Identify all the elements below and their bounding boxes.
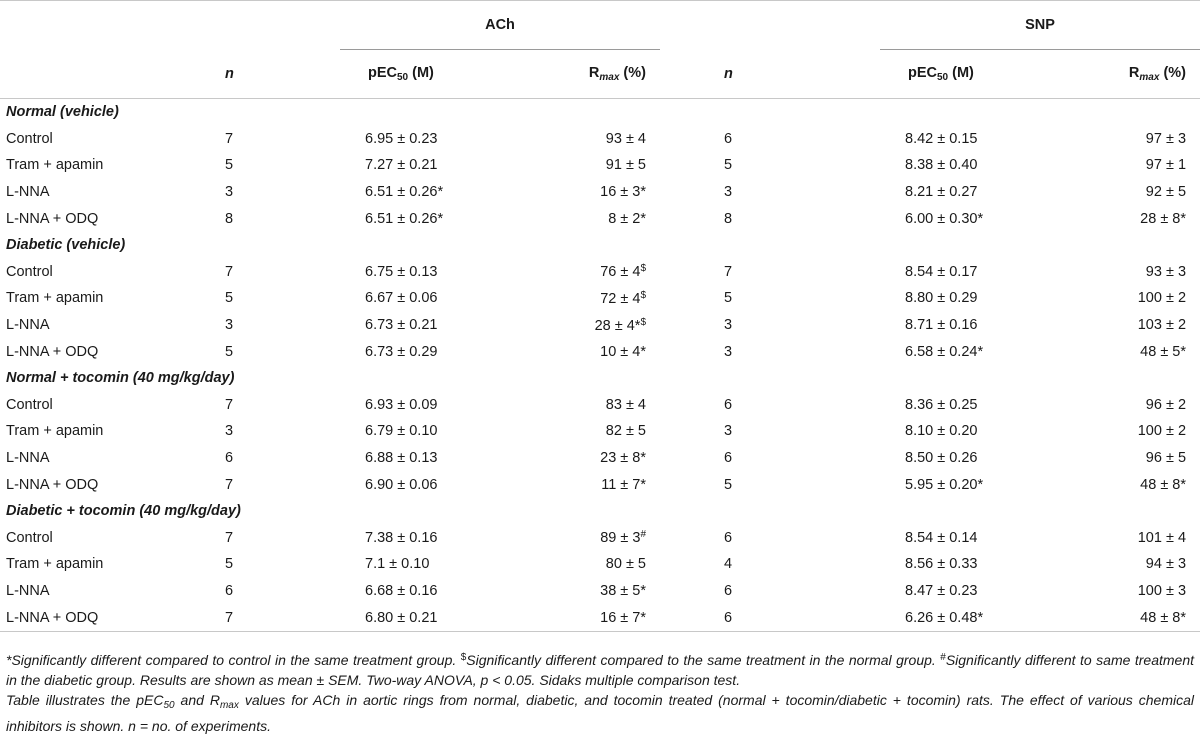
ach-rmax: 72 ± 4$ <box>600 289 646 307</box>
ach-rmax: 83 ± 4 <box>605 396 646 413</box>
ach-rmax: 10 ± 4* <box>600 343 646 360</box>
snp-n: 6 <box>724 396 733 413</box>
snp-rmax: 48 ± 8* <box>1140 476 1187 493</box>
ach-pec50: 6.79 ± 0.10 <box>365 423 438 440</box>
row-label: L-NNA + ODQ <box>6 210 99 227</box>
snp-n: 6 <box>724 582 733 599</box>
snp-n: 3 <box>724 423 733 440</box>
snp-n: 5 <box>724 290 733 307</box>
ach-rmax: 80 ± 5 <box>605 556 646 573</box>
ach-n: 7 <box>225 476 234 493</box>
table-row <box>0 312 1200 339</box>
row-label: L-NNA + ODQ <box>6 343 99 360</box>
ach-n: 3 <box>225 317 234 334</box>
snp-n: 6 <box>660 604 880 632</box>
snp-pec50: 8.56 ± 0.33 <box>905 556 978 573</box>
ach-n: 5 <box>225 290 234 307</box>
ach-n: 5 <box>225 343 234 360</box>
ach-n: 7 <box>225 263 234 280</box>
footnote-marker: # <box>640 529 646 541</box>
snp-pec50: 8.21 ± 0.27 <box>905 184 978 201</box>
group-header-snp: SNP <box>880 1 1200 50</box>
ach-rmax: 89 ± 3# <box>600 529 646 547</box>
table-row <box>0 471 1200 498</box>
column-header-rmax-snp: $R_{max}$ (%) <box>1080 50 1200 99</box>
footnote-marker: $ <box>640 316 646 328</box>
snp-n: 7 <box>724 263 733 280</box>
snp-rmax: 93 ± 3 <box>1145 263 1187 280</box>
table-row <box>0 205 1200 232</box>
snp-rmax: 96 ± 2 <box>1145 396 1187 413</box>
snp-rmax: 48 ± 8* <box>1080 604 1200 632</box>
table-row <box>0 259 1200 286</box>
ach-rmax: 82 ± 5 <box>605 423 646 440</box>
snp-rmax: 92 ± 5 <box>1145 184 1187 201</box>
ach-pec50: 6.88 ± 0.13 <box>365 450 438 467</box>
snp-pec50: 8.80 ± 0.29 <box>905 290 978 307</box>
table-row <box>0 338 1200 365</box>
snp-pec50: 6.26 ± 0.48* <box>880 604 1080 632</box>
row-label: Tram + apamin <box>6 423 104 440</box>
row-label: Control <box>6 263 53 280</box>
ach-n: 8 <box>225 210 234 227</box>
row-label: Control <box>6 396 53 413</box>
footnote-marker: $ <box>640 289 646 301</box>
table-row <box>0 179 1200 206</box>
ach-pec50: 7.1 ± 0.10 <box>365 556 430 573</box>
snp-rmax: 94 ± 3 <box>1145 556 1187 573</box>
snp-rmax: 97 ± 3 <box>1145 130 1187 147</box>
snp-pec50: 8.54 ± 0.14 <box>905 529 978 546</box>
table-row <box>0 152 1200 179</box>
ach-pec50: 6.90 ± 0.06 <box>365 476 438 493</box>
row-label: L-NNA + ODQ <box>0 604 180 632</box>
snp-pec50: 8.36 ± 0.25 <box>905 396 978 413</box>
table-row <box>0 285 1200 312</box>
ach-pec50: 6.73 ± 0.21 <box>365 317 438 334</box>
snp-rmax: 103 ± 2 <box>1137 317 1187 334</box>
ach-pec50: 7.38 ± 0.16 <box>365 529 438 546</box>
table-footnotes <box>6 648 1194 736</box>
footnote-marker: $ <box>640 263 646 275</box>
row-label: Control <box>6 529 53 546</box>
table-row <box>0 445 1200 472</box>
snp-n: 6 <box>724 130 733 147</box>
footnote-description: Table illustrates the pEC$_{50}$ and $R_{max}$ values for ACh in aortic rings from normal, diabetic, and tocomin treated (normal + tocomin/diabetic + tocomin) rats. The effect of various chemical inhibitors is shown. n = no. of experiments. <box>6 692 1195 734</box>
ach-pec50: 6.95 ± 0.23 <box>365 130 438 147</box>
snp-n: 5 <box>724 157 733 174</box>
ach-rmax: 23 ± 8* <box>600 450 646 467</box>
snp-n: 3 <box>724 317 733 334</box>
ach-pec50: 6.75 ± 0.13 <box>365 263 438 280</box>
snp-pec50: 8.54 ± 0.17 <box>905 263 978 280</box>
table-row <box>0 551 1200 578</box>
ach-rmax: 28 ± 4*$ <box>594 316 646 334</box>
snp-n: 6 <box>724 450 733 467</box>
ach-rmax: 76 ± 4$ <box>600 263 646 281</box>
snp-pec50: 6.58 ± 0.24* <box>905 343 984 360</box>
ach-pec50: 7.27 ± 0.21 <box>365 157 438 174</box>
ach-pec50: 6.93 ± 0.09 <box>365 396 438 413</box>
column-header-rmax-ach: $R_{max}$ (%) <box>540 50 660 99</box>
ach-pec50: 6.67 ± 0.06 <box>365 290 438 307</box>
section-header-row <box>0 498 1200 525</box>
section-header-row <box>0 365 1200 392</box>
ach-pec50: 6.80 ± 0.21 <box>340 604 540 632</box>
snp-n: 3 <box>724 184 733 201</box>
footnote-significance: *Significantly different compared to control in the same treatment group. $Significantly different compared to the same treatment in the normal group. #Significantly different to same treatment in the diabetic group. Results are shown as mean ± SEM. Two-way ANOVA, p < 0.05. Sidaks multiple comparison test. <box>6 652 1194 688</box>
ach-rmax: 8 ± 2* <box>608 210 646 227</box>
snp-n: 3 <box>724 343 733 360</box>
ach-n: 6 <box>225 582 234 599</box>
ach-rmax: 91 ± 5 <box>605 157 646 174</box>
column-header-pec50-snp: pEC$_{50}$ (M) <box>880 50 1080 99</box>
ach-n: 6 <box>225 450 234 467</box>
row-label: Control <box>6 130 53 147</box>
ach-n: 7 <box>225 130 234 147</box>
table-row <box>0 578 1200 605</box>
ach-n: 7 <box>225 396 234 413</box>
snp-pec50: 5.95 ± 0.20* <box>905 476 984 493</box>
snp-rmax: 48 ± 5* <box>1140 343 1187 360</box>
section-header-row <box>0 99 1200 126</box>
ach-rmax: 11 ± 7* <box>601 476 646 493</box>
ach-n: 7 <box>225 529 234 546</box>
column-header-n-snp: n <box>660 50 880 99</box>
column-header-pec50-ach: pEC$_{50}$ (M) <box>340 50 540 99</box>
row-label: Tram + apamin <box>6 556 104 573</box>
snp-rmax: 100 ± 3 <box>1137 582 1187 599</box>
ach-n: 7 <box>180 604 340 632</box>
snp-rmax: 96 ± 5 <box>1145 450 1187 467</box>
snp-n: 8 <box>724 210 733 227</box>
ach-pec50: 6.68 ± 0.16 <box>365 582 438 599</box>
snp-n: 6 <box>724 529 733 546</box>
snp-pec50: 8.47 ± 0.23 <box>905 582 978 599</box>
snp-pec50: 6.00 ± 0.30* <box>905 210 984 227</box>
snp-n: 5 <box>724 476 733 493</box>
snp-rmax: 101 ± 4 <box>1137 529 1187 546</box>
snp-pec50: 8.42 ± 0.15 <box>905 130 978 147</box>
snp-pec50: 8.10 ± 0.20 <box>905 423 978 440</box>
snp-n: 4 <box>724 556 733 573</box>
ach-rmax: 93 ± 4 <box>605 130 646 147</box>
ach-rmax: 16 ± 3* <box>600 184 646 201</box>
section-title: Diabetic (vehicle) <box>6 237 126 254</box>
snp-rmax: 28 ± 8* <box>1140 210 1187 227</box>
row-label: Tram + apamin <box>6 290 104 307</box>
ach-pec50: 6.73 ± 0.29 <box>365 343 438 360</box>
snp-pec50: 8.38 ± 0.40 <box>905 157 978 174</box>
section-header-row <box>0 232 1200 259</box>
table-row <box>0 126 1200 153</box>
ach-rmax: 16 ± 7* <box>540 604 660 632</box>
snp-rmax: 100 ± 2 <box>1137 423 1187 440</box>
section-title: Normal + tocomin (40 mg/kg/day) <box>6 370 235 387</box>
ach-n: 3 <box>225 423 234 440</box>
row-label: Tram + apamin <box>6 157 104 174</box>
ach-rmax: 38 ± 5* <box>600 582 646 599</box>
table-row <box>0 418 1200 445</box>
ach-n: 3 <box>225 184 234 201</box>
section-title: Normal (vehicle) <box>6 104 119 121</box>
table-row <box>0 604 1200 632</box>
row-label: L-NNA <box>6 450 50 467</box>
table-row <box>0 525 1200 552</box>
group-header-ach: ACh <box>340 1 660 50</box>
ach-n: 5 <box>225 556 234 573</box>
column-header-n-ach: n <box>180 50 340 99</box>
snp-pec50: 8.50 ± 0.26 <box>905 450 978 467</box>
row-label: L-NNA <box>6 317 50 334</box>
row-label: L-NNA <box>6 582 50 599</box>
snp-rmax: 97 ± 1 <box>1145 157 1187 174</box>
column-header-row <box>0 50 1200 99</box>
table-row <box>0 392 1200 419</box>
snp-pec50: 8.71 ± 0.16 <box>905 317 978 334</box>
ach-pec50: 6.51 ± 0.26* <box>365 184 444 201</box>
row-label: L-NNA + ODQ <box>6 476 99 493</box>
row-label: L-NNA <box>6 184 50 201</box>
ach-n: 5 <box>225 157 234 174</box>
snp-rmax: 100 ± 2 <box>1137 290 1187 307</box>
group-header-row <box>0 1 1200 50</box>
section-title: Diabetic + tocomin (40 mg/kg/day) <box>6 503 241 520</box>
ach-pec50: 6.51 ± 0.26* <box>365 210 444 227</box>
